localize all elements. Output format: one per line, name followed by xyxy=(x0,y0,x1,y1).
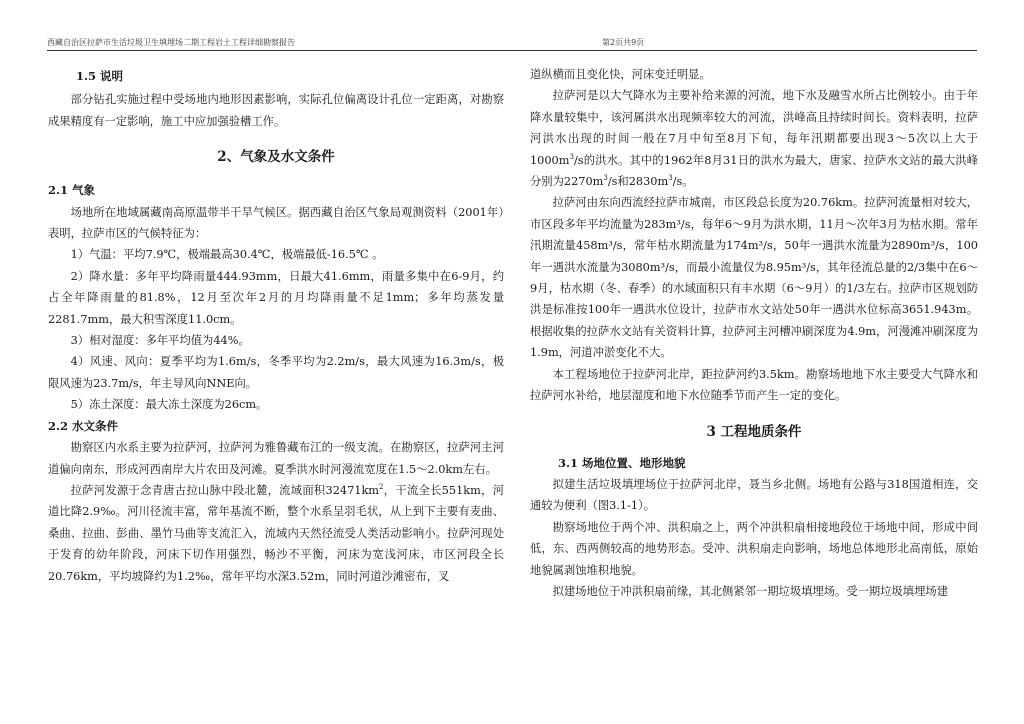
section-2-2-paragraph-2: 拉萨河发源于念青唐古拉山脉中段北麓，流域面积$32471km^2$，干流全长551km，河道比降2.9‰。河川径流丰富，常年基流不断，整个水系呈羽毛状，从上到下主要有麦曲、桑曲、拉曲、彭曲、墨竹马曲等支流汇入，流域内天然径流受人类活动影响小。拉萨河现处于发育的幼年阶段，河床下切作用强烈，畅沙不平衡，河床为宽浅河床，市区河段全长20.76km，平均坡降约为1.2‰，常年平均水深3.52m，同时河道沙滩密布，叉 xyxy=(48,483,505,583)
section-1-5-paragraph: 部分钻孔实施过程中受场地内地形因素影响，实际孔位偏离设计孔位一定距离，对勘察成果精度有一定影响，施工中应加强验槽工作。 xyxy=(48,93,504,128)
flood-paragraph: 拉萨河是以大气降水为主要补给来源的河流，地下水及融雪水所占比例较小。由于年降水量较集中，该河属洪水出现频率较大的河流，洪峰高且持续时间长。资料表明，拉萨河洪水出现的时间一般在7月中旬至8月下旬，每年汛期都要出现3～5次以上大于$1000m^3/s$的洪水。其中的1962年8月31日的洪水为最大，唐家、拉萨水文站的最大洪峰分别为$2270m^3/s$和$2830m^3/s$。 xyxy=(530,89,978,189)
left-column xyxy=(48,64,504,587)
section-3-1-heading: 3.1 场地位置、地形地貌 xyxy=(558,455,686,470)
climate-item-frost: 5）冻土深度：最大冻土深度为26cm。 xyxy=(70,398,268,412)
page-header xyxy=(47,36,977,51)
section-3-1-paragraph-1: 拟建生活垃圾填埋场位于拉萨河北岸，聂当乡北侧。场地有公路与318国道相连，交通较为便利（图3.1-1）。 xyxy=(530,477,978,513)
climate-item-humidity: 3）相对湿度：多年平均值为44%。 xyxy=(70,334,250,348)
section-2-2-heading: 2.2 水文条件 xyxy=(48,418,119,433)
climate-item-wind: 4）风速、风向：夏季平均为1.6m/s，冬季平均为2.2m/s，最大风速为16.3m/s，极限风速为23.7m/s，年主导风向NNE向。 xyxy=(48,355,504,390)
section-2-1-heading: 2.1 气象 xyxy=(48,183,96,198)
section-2-1-intro: 场地所在地域属藏南高原温带半干旱气候区。据西藏自治区气象局观测资料（2001年）表明，拉萨市区的气候特征为： xyxy=(48,205,504,241)
section-2-2-paragraph-1: 勘察区内水系主要为拉萨河，拉萨河为雅鲁藏布江的一级支流。在勘察区，拉萨河主河道偏向南东，形成河西南岸大片农田及河滩。夏季洪水时河漫流宽度在1.5～2.0km左右。 xyxy=(48,441,504,476)
section-1-5-heading: 1.5 说明 xyxy=(76,69,124,83)
header-doc-title: 西藏自治区拉萨市生活垃圾卫生填埋场二期工程岩土工程详细勘察报告 xyxy=(47,38,295,47)
groundwater-paragraph: 本工程场地位于拉萨河北岸，距拉萨河约3.5km。勘察场地地下水主要受大气降水和拉萨河水补给，地层湿度和地下水位随季节而产生一定的变化。 xyxy=(530,367,978,403)
right-column xyxy=(530,64,978,602)
section-3-1-paragraph-3: 拟建场地位于冲洪积扇前缘，其北侧紧邻一期垃圾填埋场。受一期垃圾填埋场建 xyxy=(552,584,948,598)
climate-item-temperature: 1）气温：平均7.9℃，极端最高30.4℃，极端最低-16.5℃ 。 xyxy=(70,248,384,262)
flow-paragraph: 拉萨河由东向西流经拉萨市城南，市区段总长度为20.76km。拉萨河流量相对较大，市区段多年平均流量为283m³/s，每年6～9月为洪水期，11月～次年3月为枯水期。常年汛期流量458m³/s，常年枯水期流量为174m³/s，50年一遇洪水流量为2890m³/s，100年一遇洪水流量为3080m³/s，而最小流量仅为8.95m³/s，其年径流总量的2/3集中在6～9月，枯水期（冬、春季）的水域面积只有丰水期（6～9月）的1/3左右。拉萨市区规划防洪是标准按100年一遇洪水位设计，拉萨市水文站处50年一遇洪水位标高3651.943m。根据收集的拉萨水文站有关资料计算，拉萨河主河槽冲刷深度为4.9m，河漫滩冲刷深度为1.9m，河道冲淤变化不大。 xyxy=(530,196,978,360)
section-3-1-paragraph-2: 勘察场地位于两个冲、洪积扇之上，两个冲洪积扇相接地段位于场地中间，形成中间低，东、西两侧较高的地势形态。受冲、洪积扇走向影响，场地总体地形北高南低，原始地貌属剥蚀堆积地貌。 xyxy=(530,520,978,577)
chapter-2-heading: 2、气象及水文条件 xyxy=(217,149,335,166)
header-page-info: 第2页共9页 xyxy=(602,38,645,47)
climate-item-precipitation: 2）降水量：多年平均降雨量444.93mm，日最大41.6mm，雨量多集中在6-9月，约占全年降雨量的81.8%，12月至次年2月的月均降雨量不足1mm；多年均蒸发量2281.7mm，最大积雪深度11.0cm。 xyxy=(48,269,504,326)
continued-paragraph: 道纵横而且变化快，河床变迁明显。 xyxy=(530,68,711,81)
chapter-3-heading: 3 工程地质条件 xyxy=(706,423,802,440)
